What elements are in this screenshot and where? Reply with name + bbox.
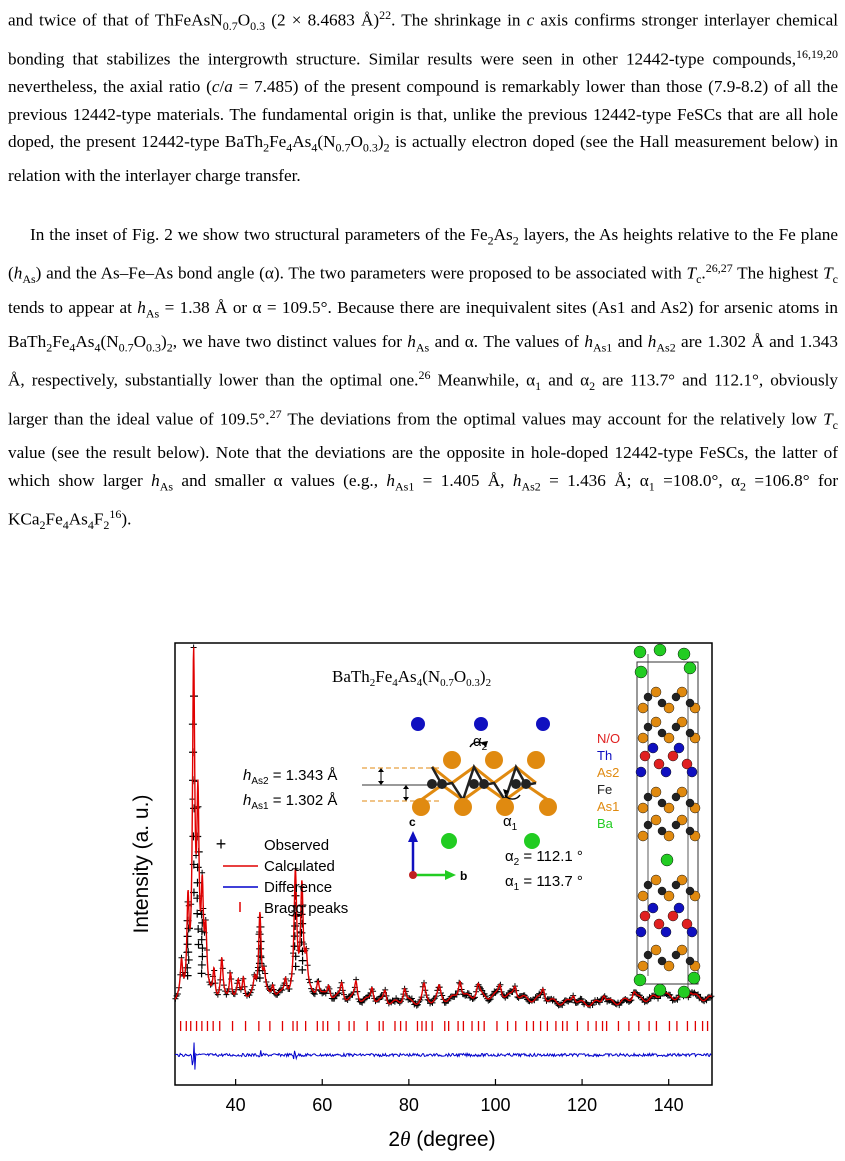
h-as1-label: $h_{As1} = 1.302$ Å — [243, 792, 338, 812]
x-tick-label: 140 — [653, 1095, 684, 1115]
cell-atom — [672, 723, 680, 731]
atom-label-fe: Fe — [597, 782, 613, 797]
cell-atom — [635, 666, 647, 678]
cell-atom — [687, 927, 697, 937]
x-tick-label: 100 — [480, 1095, 511, 1115]
cell-atom — [654, 984, 666, 996]
observed-point — [298, 966, 306, 974]
cell-atom — [678, 648, 690, 660]
cell-atom — [638, 831, 648, 841]
x-tick-label: 60 — [312, 1095, 333, 1115]
cell-atom — [644, 821, 652, 829]
atom-label-ba: Ba — [597, 816, 613, 831]
calculated-series — [175, 647, 712, 1006]
cell-atom — [634, 646, 646, 658]
x-tick-label: 80 — [398, 1095, 419, 1115]
axis-c-label: c — [409, 815, 416, 829]
cell-atom — [651, 945, 661, 955]
h-as-annotation — [243, 767, 440, 812]
h-as2-label: $h_{As2} = 1.343$ Å — [243, 767, 338, 787]
atom-label-as1: As1 — [597, 799, 620, 814]
paragraph-1 — [8, 2, 838, 190]
cell-atom — [661, 927, 671, 937]
legend-difference-label: Difference — [264, 879, 333, 896]
cell-atom — [638, 961, 648, 971]
atom-label-as2: As2 — [597, 765, 620, 780]
cell-atom — [654, 644, 666, 656]
cell-atom — [686, 957, 694, 965]
cell-atom — [672, 951, 680, 959]
y-axis-label: Intensity (a. u.) — [130, 794, 153, 934]
alpha2-value: $\alpha_2 = 112.1$ ° — [505, 848, 583, 868]
cell-atom — [651, 787, 661, 797]
feas-layer-inset — [411, 717, 557, 849]
cell-atom — [672, 881, 680, 889]
atom-label-th: Th — [597, 748, 613, 763]
cell-atom — [658, 729, 666, 737]
cell-atom — [640, 911, 650, 921]
observed-point — [298, 920, 306, 928]
observed-point — [291, 922, 299, 930]
observed-point — [198, 969, 206, 977]
paragraph-2 — [8, 221, 838, 540]
atom-legend — [597, 731, 620, 831]
cell-atom — [686, 799, 694, 807]
cell-atom — [688, 972, 700, 984]
cell-atom — [661, 854, 673, 866]
compound-title: $BaTh_2Fe_4As_4(N_{0.7}O_{0.3})_2$ — [332, 667, 492, 689]
cell-atom — [658, 887, 666, 895]
cell-atom — [658, 699, 666, 707]
alpha1-inset-label: $\alpha_1$ — [503, 813, 518, 833]
cell-atom — [686, 827, 694, 835]
ba-atom — [441, 833, 457, 849]
legend-observed-symbol: + — [215, 834, 227, 854]
cell-atom — [686, 887, 694, 895]
xrd-figure — [0, 630, 845, 1161]
cell-atom — [686, 729, 694, 737]
cell-atom — [658, 957, 666, 965]
observed-series — [172, 645, 714, 1009]
cell-atom — [636, 767, 646, 777]
cell-atom — [644, 723, 652, 731]
th-atom — [536, 717, 550, 731]
observed-point — [256, 945, 264, 953]
th-atom — [411, 717, 425, 731]
cell-atom — [658, 799, 666, 807]
observed-point — [256, 952, 264, 960]
legend-calculated-label: Calculated — [264, 858, 335, 875]
paragraph-2-text: In the inset of Fig. 2 we show two structural parameters of the $Fe_2As_2$ layers, the As heights relative to the Fe plane $(h_{As})$ and the As–Fe–As bond angle (α). The two parameters were proposed to be associated with $T_c.^{26,27}$ The highest $T_c$ tends to appear at $h_{As} = 1.38$ Å or α = 109.5°. Because there are inequivalent sites (As1 and As2) for arsenic atoms in $BaTh_2Fe_4As_4(N_{0.7}O_{0.3})_2$, we have two distinct values for $h_{As}$ and α. The values of $h_{As1}$ and $h_{As2}$ are 1.302 Å and 1.343 Å, respectively, substantially lower than the optimal one.$^{26}$ Meanwhile, $\alpha_1$ and $\alpha_2$ are 113.7° and 112.1°, obviously larger than the ideal value of 109.5°.$^{27}$ The deviations from the optimal values may account for the relatively low $T_c$ value (see the result below). Note that the deviations are the opposite in hole-doped 12442-type FeSCs, the latter of which show larger $h_{As}$ and smaller α values (e.g., $h_{As1} = 1.405$ Å, $h_{As2} = 1.436$ Å; $\alpha_1 =108.0^\circ$, $\alpha_2 =106.8^\circ$ for $KCa_2Fe_4As_4F_2^{16}$). — [8, 225, 839, 533]
cell-atom — [672, 821, 680, 829]
cell-atom — [651, 815, 661, 825]
atom-label-no: N/O — [597, 731, 621, 746]
cell-atom — [648, 743, 658, 753]
cell-atom — [672, 693, 680, 701]
observed-point — [198, 961, 206, 969]
observed-point — [184, 932, 192, 940]
cell-atom — [636, 927, 646, 937]
axis-b-label: b — [460, 869, 468, 883]
observed-point — [193, 879, 201, 887]
cell-atom — [674, 903, 684, 913]
cell-atom — [644, 951, 652, 959]
x-tick-label: 40 — [225, 1095, 246, 1115]
cell-atom — [672, 793, 680, 801]
observed-point — [185, 925, 193, 933]
crystal-axes — [408, 815, 467, 883]
cell-atom — [634, 974, 646, 986]
cell-atom — [651, 687, 661, 697]
alpha1-value: $\alpha_1 = 113.7$ ° — [505, 873, 583, 893]
unit-cell-structure — [634, 644, 700, 998]
cell-atom — [654, 919, 664, 929]
legend-observed-label: Observed — [264, 837, 330, 854]
cell-atom — [648, 903, 658, 913]
plot-frame — [175, 643, 712, 1085]
cell-atom — [687, 767, 697, 777]
observed-point — [299, 957, 307, 965]
difference-series — [175, 1042, 711, 1069]
cell-atom — [644, 881, 652, 889]
ba-atom — [524, 833, 540, 849]
observed-point — [184, 940, 192, 948]
cell-atom — [674, 743, 684, 753]
cell-atom — [651, 717, 661, 727]
cell-atom — [678, 986, 690, 998]
cell-atom — [661, 767, 671, 777]
cell-atom — [684, 662, 696, 674]
alpha2-inset-label: $\alpha_2$ — [473, 733, 488, 753]
observed-point — [198, 910, 206, 918]
cell-atom — [638, 703, 648, 713]
observed-point — [198, 953, 206, 961]
bragg-peaks-series — [181, 1021, 708, 1031]
x-tick-label: 120 — [567, 1095, 598, 1115]
cell-atom — [638, 733, 648, 743]
cell-atom — [654, 759, 664, 769]
cell-atom — [644, 793, 652, 801]
cell-atom — [658, 827, 666, 835]
cell-atom — [686, 699, 694, 707]
cell-atom — [651, 875, 661, 885]
paragraph-1-text: and twice of that of $ThFeAsN_{0.7}O_{0.3}$ (2 × 8.4683 Å)$^{22}$. The shrinkage in c axis confirms stronger interlayer chemical bonding that stabilizes the intergrowth structure. Similar results were seen in other 12442-type compounds,$^{16,19,20}$ nevertheless, the axial ratio (c/a = 7.485) of the present compound is remarkably lower than those (7.9-8.2) of all the previous 12442-type materials. The fundamental origin is that, unlike the previous 12442-type FeSCs that are all hole doped, the present 12442-type $BaTh_2Fe_4As_4(N_{0.7}O_{0.3})_2$ is actually electron doped (see the Hall measurement below) in relation with the interlayer charge transfer. — [8, 8, 838, 186]
cell-atom — [638, 891, 648, 901]
observed-point — [183, 964, 191, 972]
x-axis-label: 2θ (degree) — [388, 1127, 496, 1151]
observed-point — [198, 944, 206, 952]
cell-atom — [640, 751, 650, 761]
legend — [216, 834, 348, 917]
cell-atom — [644, 693, 652, 701]
th-atom — [474, 717, 488, 731]
legend-bragg-label: Bragg peaks — [264, 900, 349, 917]
cell-atom — [638, 803, 648, 813]
observed-point — [184, 948, 192, 956]
